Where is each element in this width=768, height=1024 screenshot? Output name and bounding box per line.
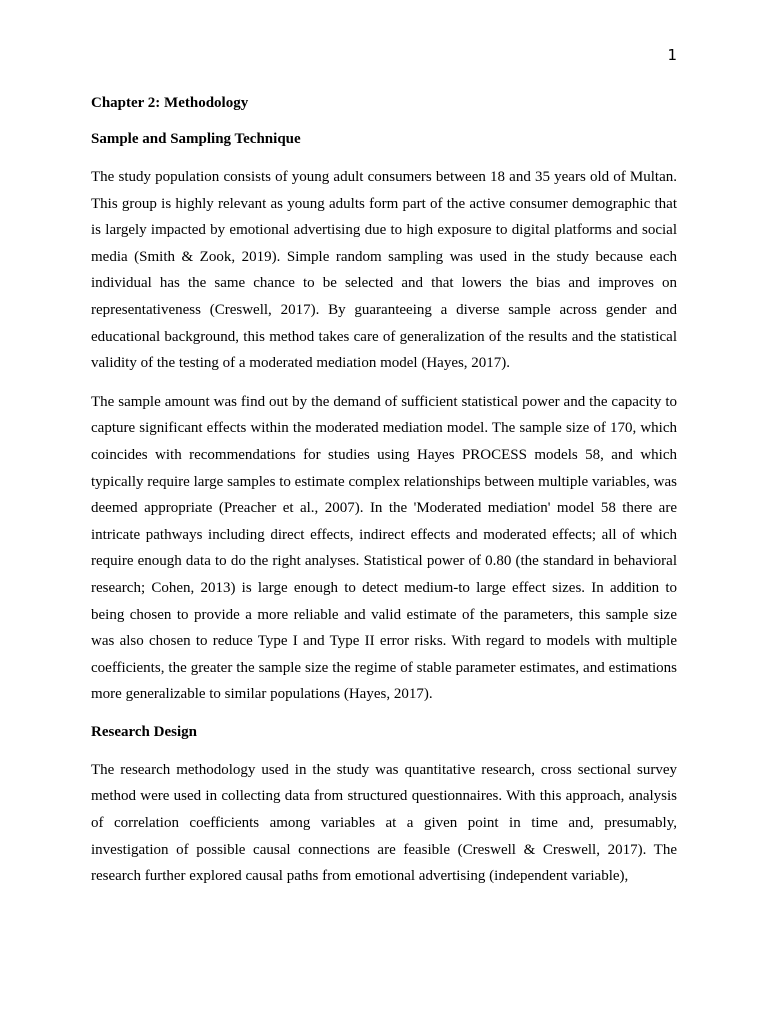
document-body [91, 91, 677, 902]
section-heading-sampling: Sample and Sampling Technique [91, 131, 301, 147]
paragraph-research-design-1: The research methodology used in the study was quantitative research, cross sectional survey method were used in collecting data from structured questionnaires. With this approach, analysis of correlation coefficients among variables at a given point in time and, presumably, investigation of possible causal connections are feasible (Creswell & Creswell, 2017). The research further explored causal paths from emotional advertising (independent variable), [91, 761, 677, 885]
paragraph-sampling-1: The study population consists of young adult consumers between 18 and 35 years old of Multan. This group is highly relevant as young adults form part of the active consumer demographic that is largely impacted by emotional advertising due to high exposure to digital platforms and social media (Smith & Zook, 2019). Simple random sampling was used in the study because each individual has the same chance to be selected and that lowers the bias and improves on representativeness (Creswell, 2017). By guaranteeing a diverse sample across gender and educational background, this method takes care of generalization of the results and the statistical validity of the testing of a moderated mediation model (Hayes, 2017). [91, 169, 677, 372]
page-number: 1 [667, 46, 677, 64]
section-heading-research-design: Research Design [91, 723, 197, 740]
paragraph-sampling-2: The sample amount was find out by the demand of sufficient statistical power and the capacity to capture significant effects within the moderated mediation model. The sample size of 170, which coincides with recommendations for studies using Hayes PROCESS models 58, and which typically require large samples to estimate complex relationships between multiple variables, was deemed appropriate (Preacher et al., 2007). In the 'Moderated mediation' model 58 there are intricate pathways including direct effects, indirect effects and moderated effects; all of which require enough data to do the right analyses. Statistical power of 0.80 (the standard in behavioral research; Cohen, 2013) is large enough to detect medium-to large effect sizes. In addition to being chosen to provide a more reliable and valid estimate of the parameters, this sample size was also chosen to reduce Type I and Type II error risks. With regard to models with multiple coefficients, the greater the sample size the regime of stable parameter estimates, and estimations more generalizable to similar populations (Hayes, 2017). [91, 393, 677, 703]
chapter-title: Chapter 2: Methodology [91, 95, 249, 111]
